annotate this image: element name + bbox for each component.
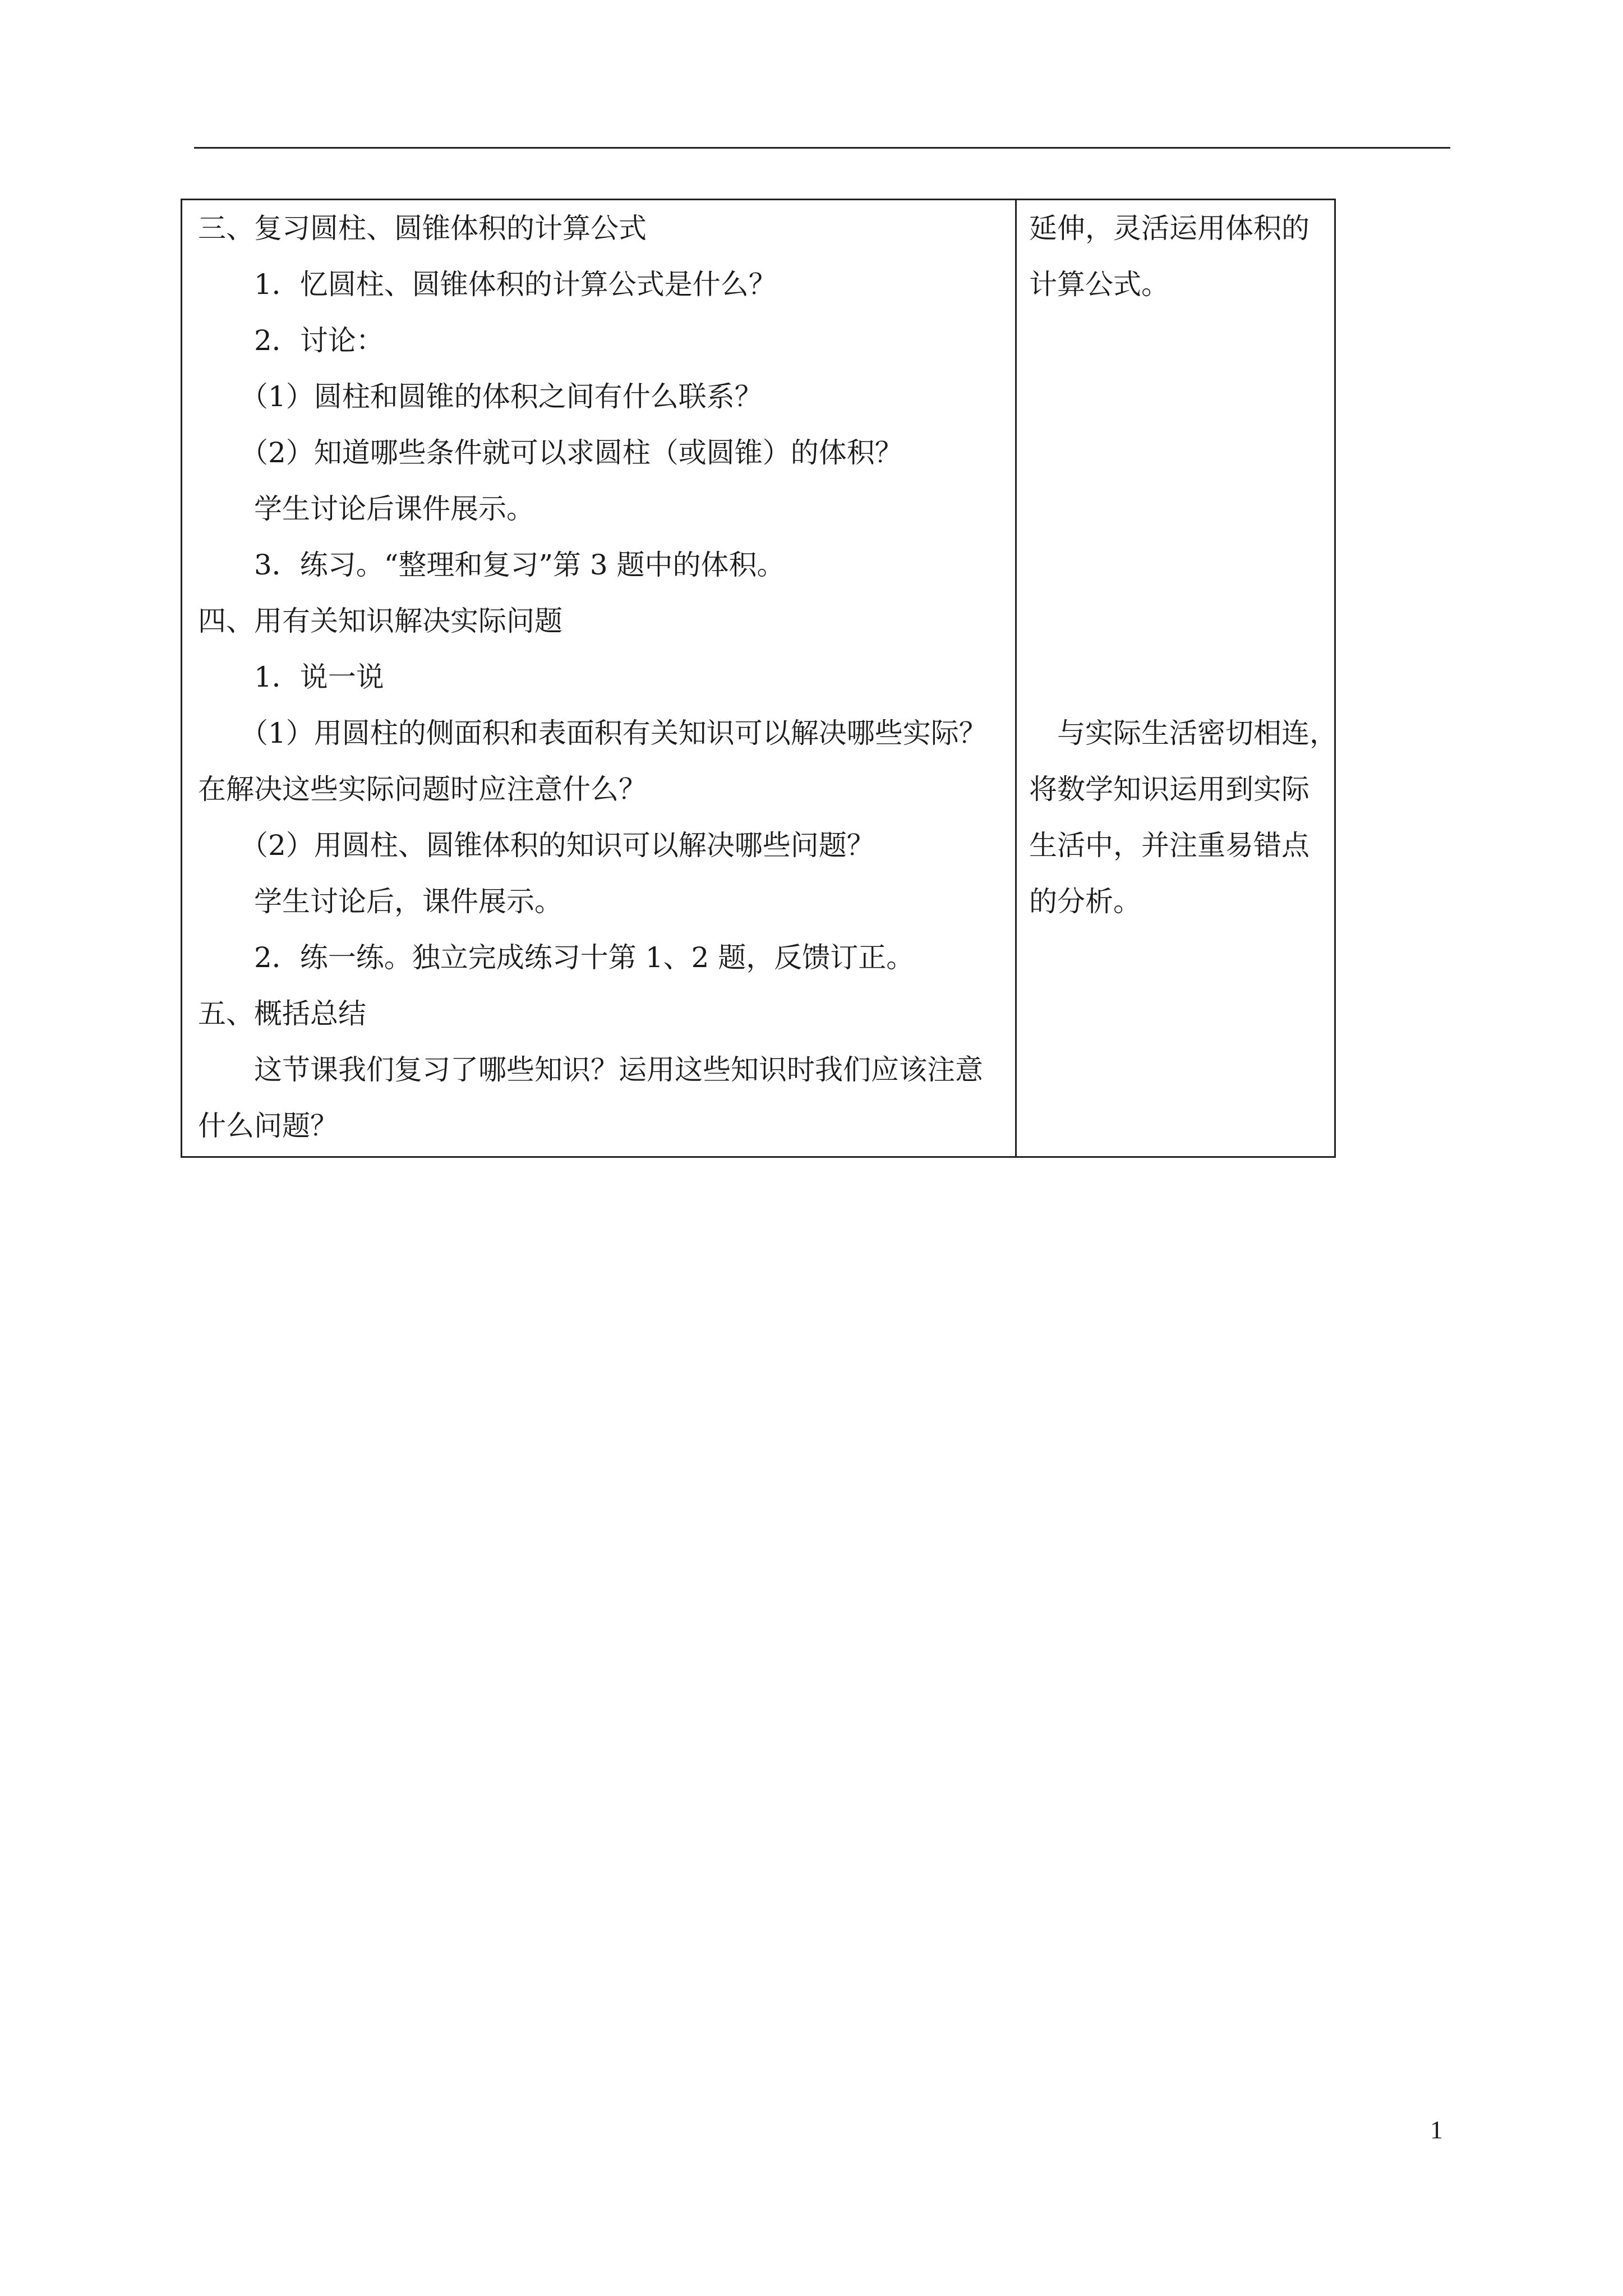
note-line: 生活中，并注重易错点 <box>1029 829 1310 862</box>
content-line: （2）用圆柱、圆锥体积的知识可以解决哪些问题？ <box>198 829 875 862</box>
section-heading-5: 五、概括总结 <box>198 997 366 1030</box>
content-line: （2）知道哪些条件就可以求圆柱（或圆锥）的体积？ <box>198 436 903 469</box>
header-rule <box>194 147 1450 149</box>
note-line: 延伸，灵活运用体积的 <box>1029 212 1310 245</box>
content-line: 1．忆圆柱、圆锥体积的计算公式是什么？ <box>198 268 777 301</box>
content-line: 什么问题？ <box>198 1110 338 1142</box>
lesson-table <box>181 199 1336 1158</box>
section-heading-4: 四、用有关知识解决实际问题 <box>198 605 562 637</box>
content-line: 2．讨论： <box>198 324 384 357</box>
content-line: 学生讨论后，课件展示。 <box>198 885 562 918</box>
content-line: 2．练一练。独立完成练习十第 1、2 题，反馈订正。 <box>198 941 915 974</box>
column-divider <box>1015 200 1017 1156</box>
note-line: 与实际生活密切相连， <box>1029 717 1338 749</box>
content-line: （1）用圆柱的侧面积和表面积有关知识可以解决哪些实际？ <box>198 717 987 749</box>
content-line: （1）圆柱和圆锥的体积之间有什么联系？ <box>198 380 763 413</box>
page-number: 1 <box>1430 2115 1443 2144</box>
content-line: 这节课我们复习了哪些知识？运用这些知识时我们应该注意 <box>198 1053 983 1086</box>
section-heading-3: 三、复习圆柱、圆锥体积的计算公式 <box>198 212 647 245</box>
content-line: 3．练习。“整理和复习”第 3 题中的体积。 <box>198 549 785 581</box>
note-line: 将数学知识运用到实际 <box>1029 773 1310 806</box>
content-line: 1．说一说 <box>198 661 384 693</box>
content-line: 在解决这些实际问题时应注意什么？ <box>198 773 647 806</box>
note-line: 计算公式。 <box>1029 268 1169 301</box>
content-line: 学生讨论后课件展示。 <box>198 493 534 525</box>
note-line: 的分析。 <box>1029 885 1141 918</box>
